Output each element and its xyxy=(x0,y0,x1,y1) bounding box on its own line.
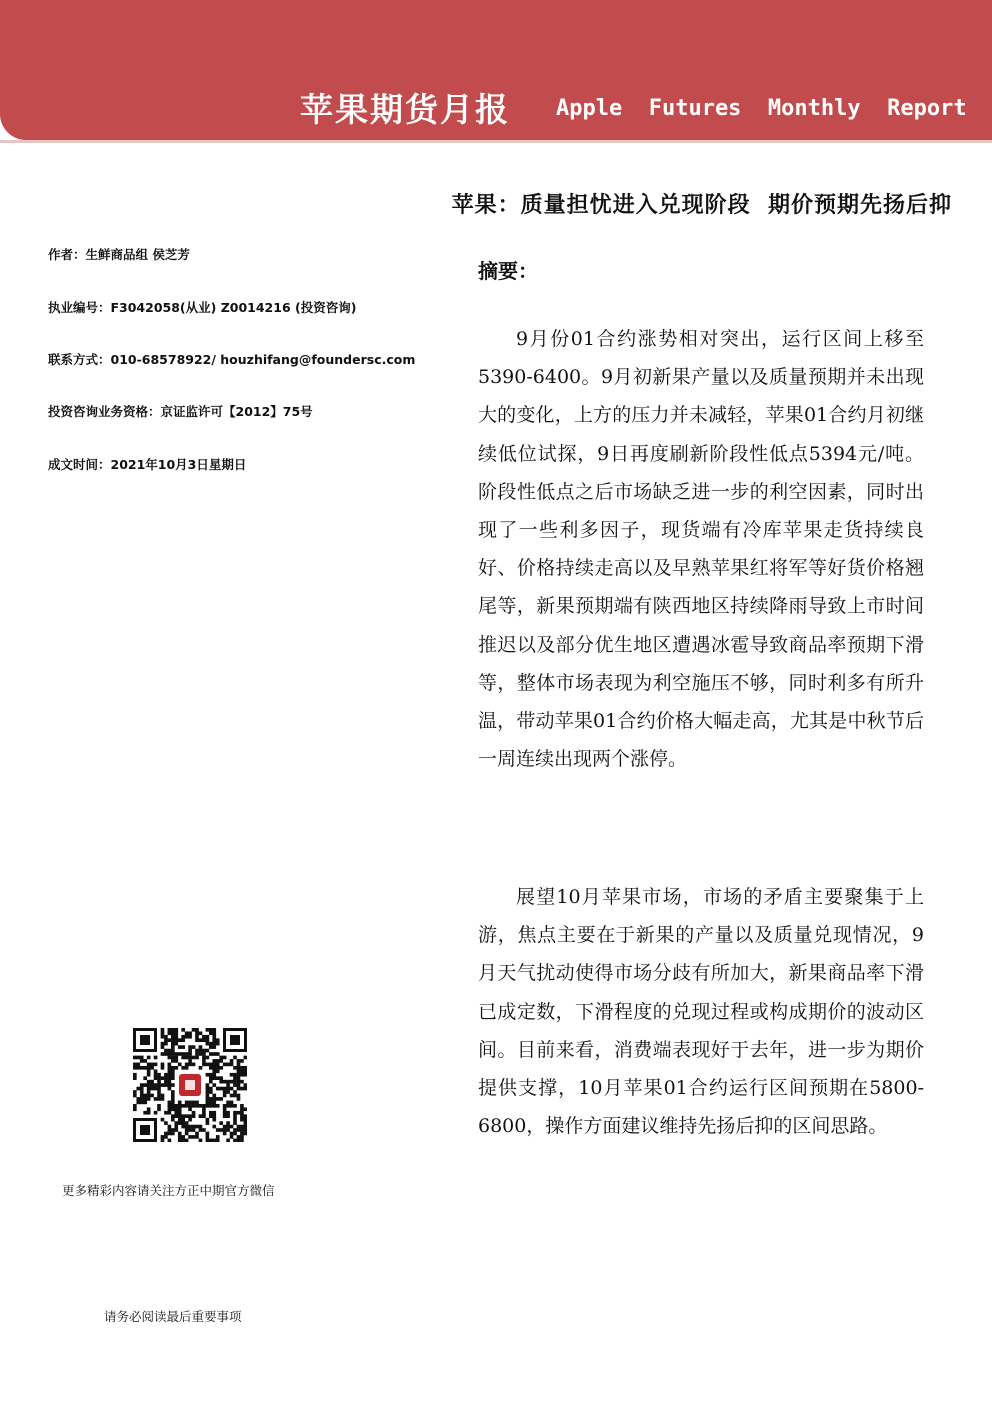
header-divider xyxy=(0,140,992,143)
qr-code-image xyxy=(133,1028,247,1142)
summary-heading: 摘要： xyxy=(478,259,538,283)
qr-caption: 更多精彩内容请关注方正中期官方微信 xyxy=(62,1183,275,1198)
date-line: 成文时间：2021年10月3日星期日 xyxy=(48,457,247,472)
summary-paragraph-2: 展望10月苹果市场，市场的矛盾主要聚集于上游，焦点主要在于新果的产量以及质量兑现情况，9月天气扰动使得市场分歧有所加大，新果商品率下滑已成定数，下滑程度的兑现过程或构成期价的波动区间。目前来看，消费端表现好于去年，进一步为期价提供支撑，10月苹果01合约运行区间预期在5800-6800，操作方面建议维持先扬后抑的区间思路。 xyxy=(478,886,924,1138)
header-title-cn: 苹果期货月报 xyxy=(300,90,510,129)
author-line: 作者：生鲜商品组 侯芝芳 xyxy=(48,247,190,262)
footer-note: 请务必阅读最后重要事项 xyxy=(104,1309,242,1324)
header-banner xyxy=(0,0,992,140)
qualification-line: 投资咨询业务资格：京证监许可【2012】75号 xyxy=(48,404,313,419)
qr-code xyxy=(133,1028,247,1142)
header-title-en: Apple Futures Monthly Report xyxy=(556,96,967,121)
report-title: 苹果：质量担忧进入兑现阶段 期价预期先扬后抑 xyxy=(451,192,952,218)
license-line: 执业编号：F3042058(从业) Z0014216 (投资咨询) xyxy=(48,300,357,315)
contact-line: 联系方式：010-68578922/ houzhifang@foundersc.com xyxy=(48,352,416,367)
summary-paragraph-1: 9月份01合约涨势相对突出，运行区间上移至5390-6400。9月初新果产量以及质量预期并未出现大的变化，上方的压力并未减轻，苹果01合约月初继续低位试探，9日再度刷新阶段性低点5394元/吨。阶段性低点之后市场缺乏进一步的利空因素，同时出现了一些利多因子，现货端有冷库苹果走货持续良好、价格持续走高以及早熟苹果红将军等好货价格翘尾等，新果预期端有陕西地区持续降雨导致上市时间推迟以及部分优生地区遭遇冰雹导致商品率预期下滑等，整体市场表现为利空施压不够，同时利多有所升温，带动苹果01合约价格大幅走高，尤其是中秋节后一周连续出现两个涨停。 xyxy=(478,328,924,771)
